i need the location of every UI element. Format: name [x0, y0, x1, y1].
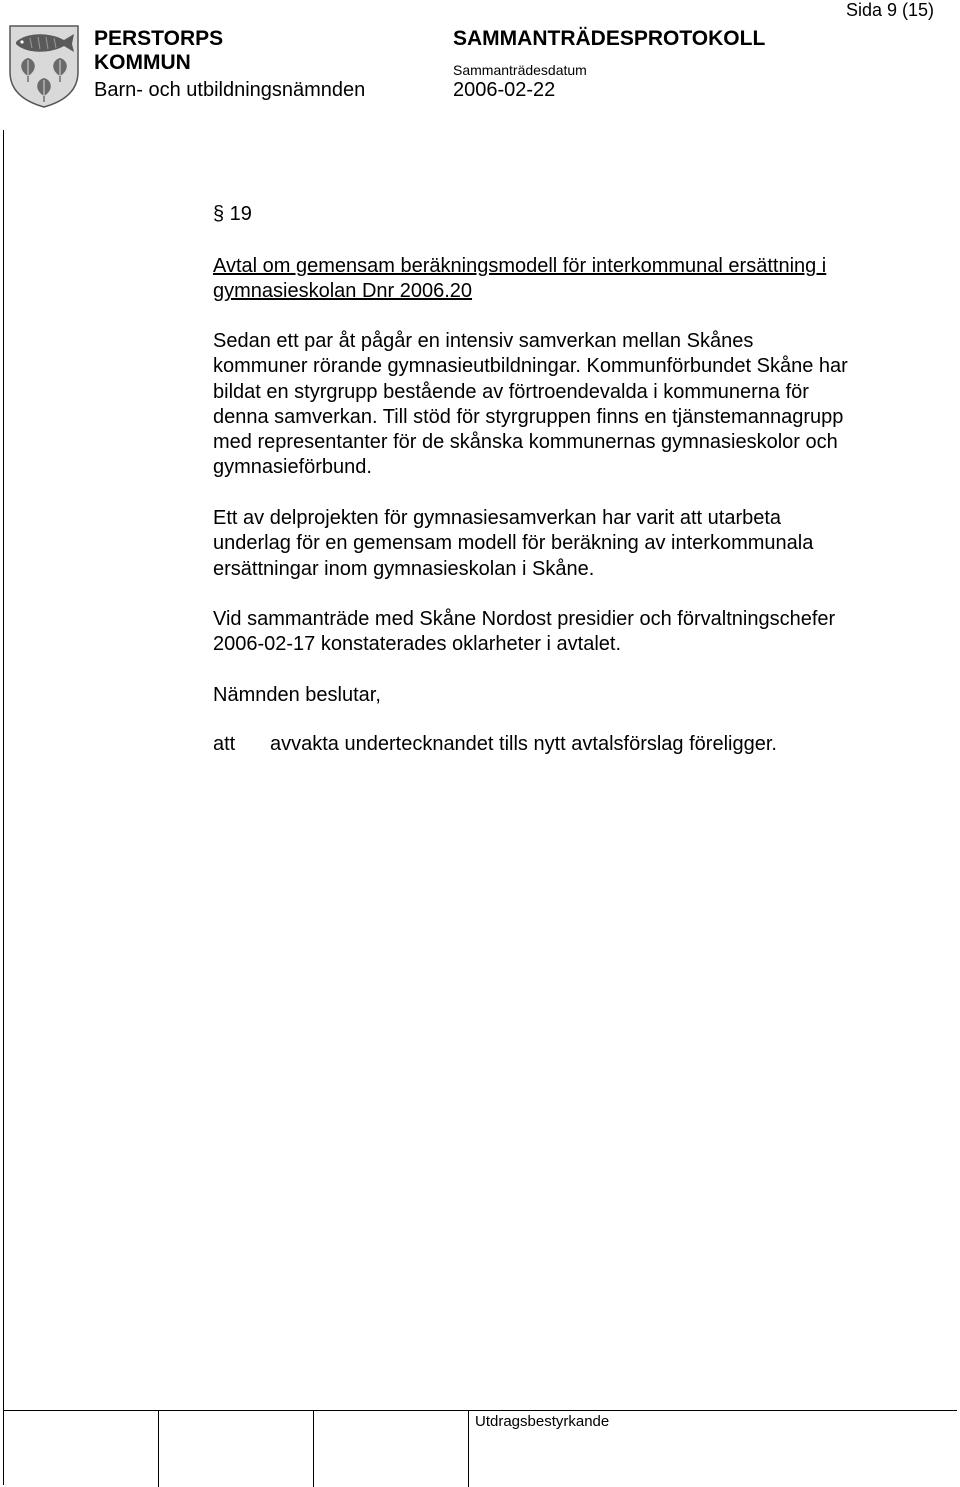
paragraph-subproject [213, 506, 933, 582]
paragraph-line: kommuner rörande gymnasieutbildningar. Kommunförbundet Skåne har [213, 355, 848, 378]
footer-certification-label: Utdragsbestyrkande [475, 1413, 610, 1430]
paragraph-line: Sedan ett par åt pågår en intensiv samverkan mellan Skånes [213, 330, 754, 352]
paragraph-line: bildat en styrgrupp bestående av förtroendevalda i kommunerna för [213, 380, 809, 403]
paragraph-line: Vid sammanträde med Skåne Nordost presidier och förvaltningschefer [213, 608, 836, 630]
document-title: SAMMANTRÄDESPROTOKOLL [453, 27, 766, 50]
footer-rule [3, 1410, 957, 1411]
paragraph-background [213, 329, 933, 481]
section-number: § 19 [213, 203, 252, 225]
decision-keyword: att [213, 733, 236, 755]
section-subject [213, 254, 933, 305]
meeting-date-label: Sammanträdesdatum [453, 62, 587, 78]
paragraph-line: ersättningar inom gymnasieskolan i Skåne. [213, 557, 595, 580]
paragraph-line: denna samverkan. Till stöd för styrgruppen finns en tjänstemannagrupp [213, 405, 844, 428]
decision-intro [213, 683, 933, 708]
department-name: Barn- och utbildningsnämnden [94, 79, 366, 101]
subject-line: Avtal om gemensam beräkningsmodell för interkommunal ersättning i [213, 255, 827, 277]
paragraph-line: 2006-02-17 konstaterades oklarheter i avtalet. [213, 633, 622, 656]
left-margin-rule [3, 130, 4, 1485]
footer-signature-divider [158, 1410, 159, 1487]
page-number: Sida 9 (15) [845, 0, 934, 20]
paragraph-line: Ett av delprojekten för gymnasiesamverkan har varit att utarbeta [213, 507, 782, 529]
subject-line: gymnasieskolan Dnr 2006.20 [213, 280, 473, 303]
coat-of-arms-icon [8, 24, 80, 108]
organization-type: KOMMUN [94, 51, 191, 74]
footer-signature-divider [468, 1410, 469, 1487]
paragraph-line: underlag för en gemensam modell för beräkning av interkommunala [213, 532, 814, 555]
paragraph-line: gymnasieförbund. [213, 456, 372, 479]
decision-intro-text: Nämnden beslutar, [213, 684, 381, 706]
paragraph-meeting [213, 607, 933, 658]
footer-signature-divider [313, 1410, 314, 1487]
decision-text: avvakta undertecknandet tills nytt avtalsförslag föreligger. [270, 733, 777, 755]
meeting-date-value: 2006-02-22 [453, 79, 556, 101]
organization-name: PERSTORPS [94, 27, 224, 50]
paragraph-line: med representanter för de skånska kommunernas gymnasieskolor och [213, 431, 838, 454]
